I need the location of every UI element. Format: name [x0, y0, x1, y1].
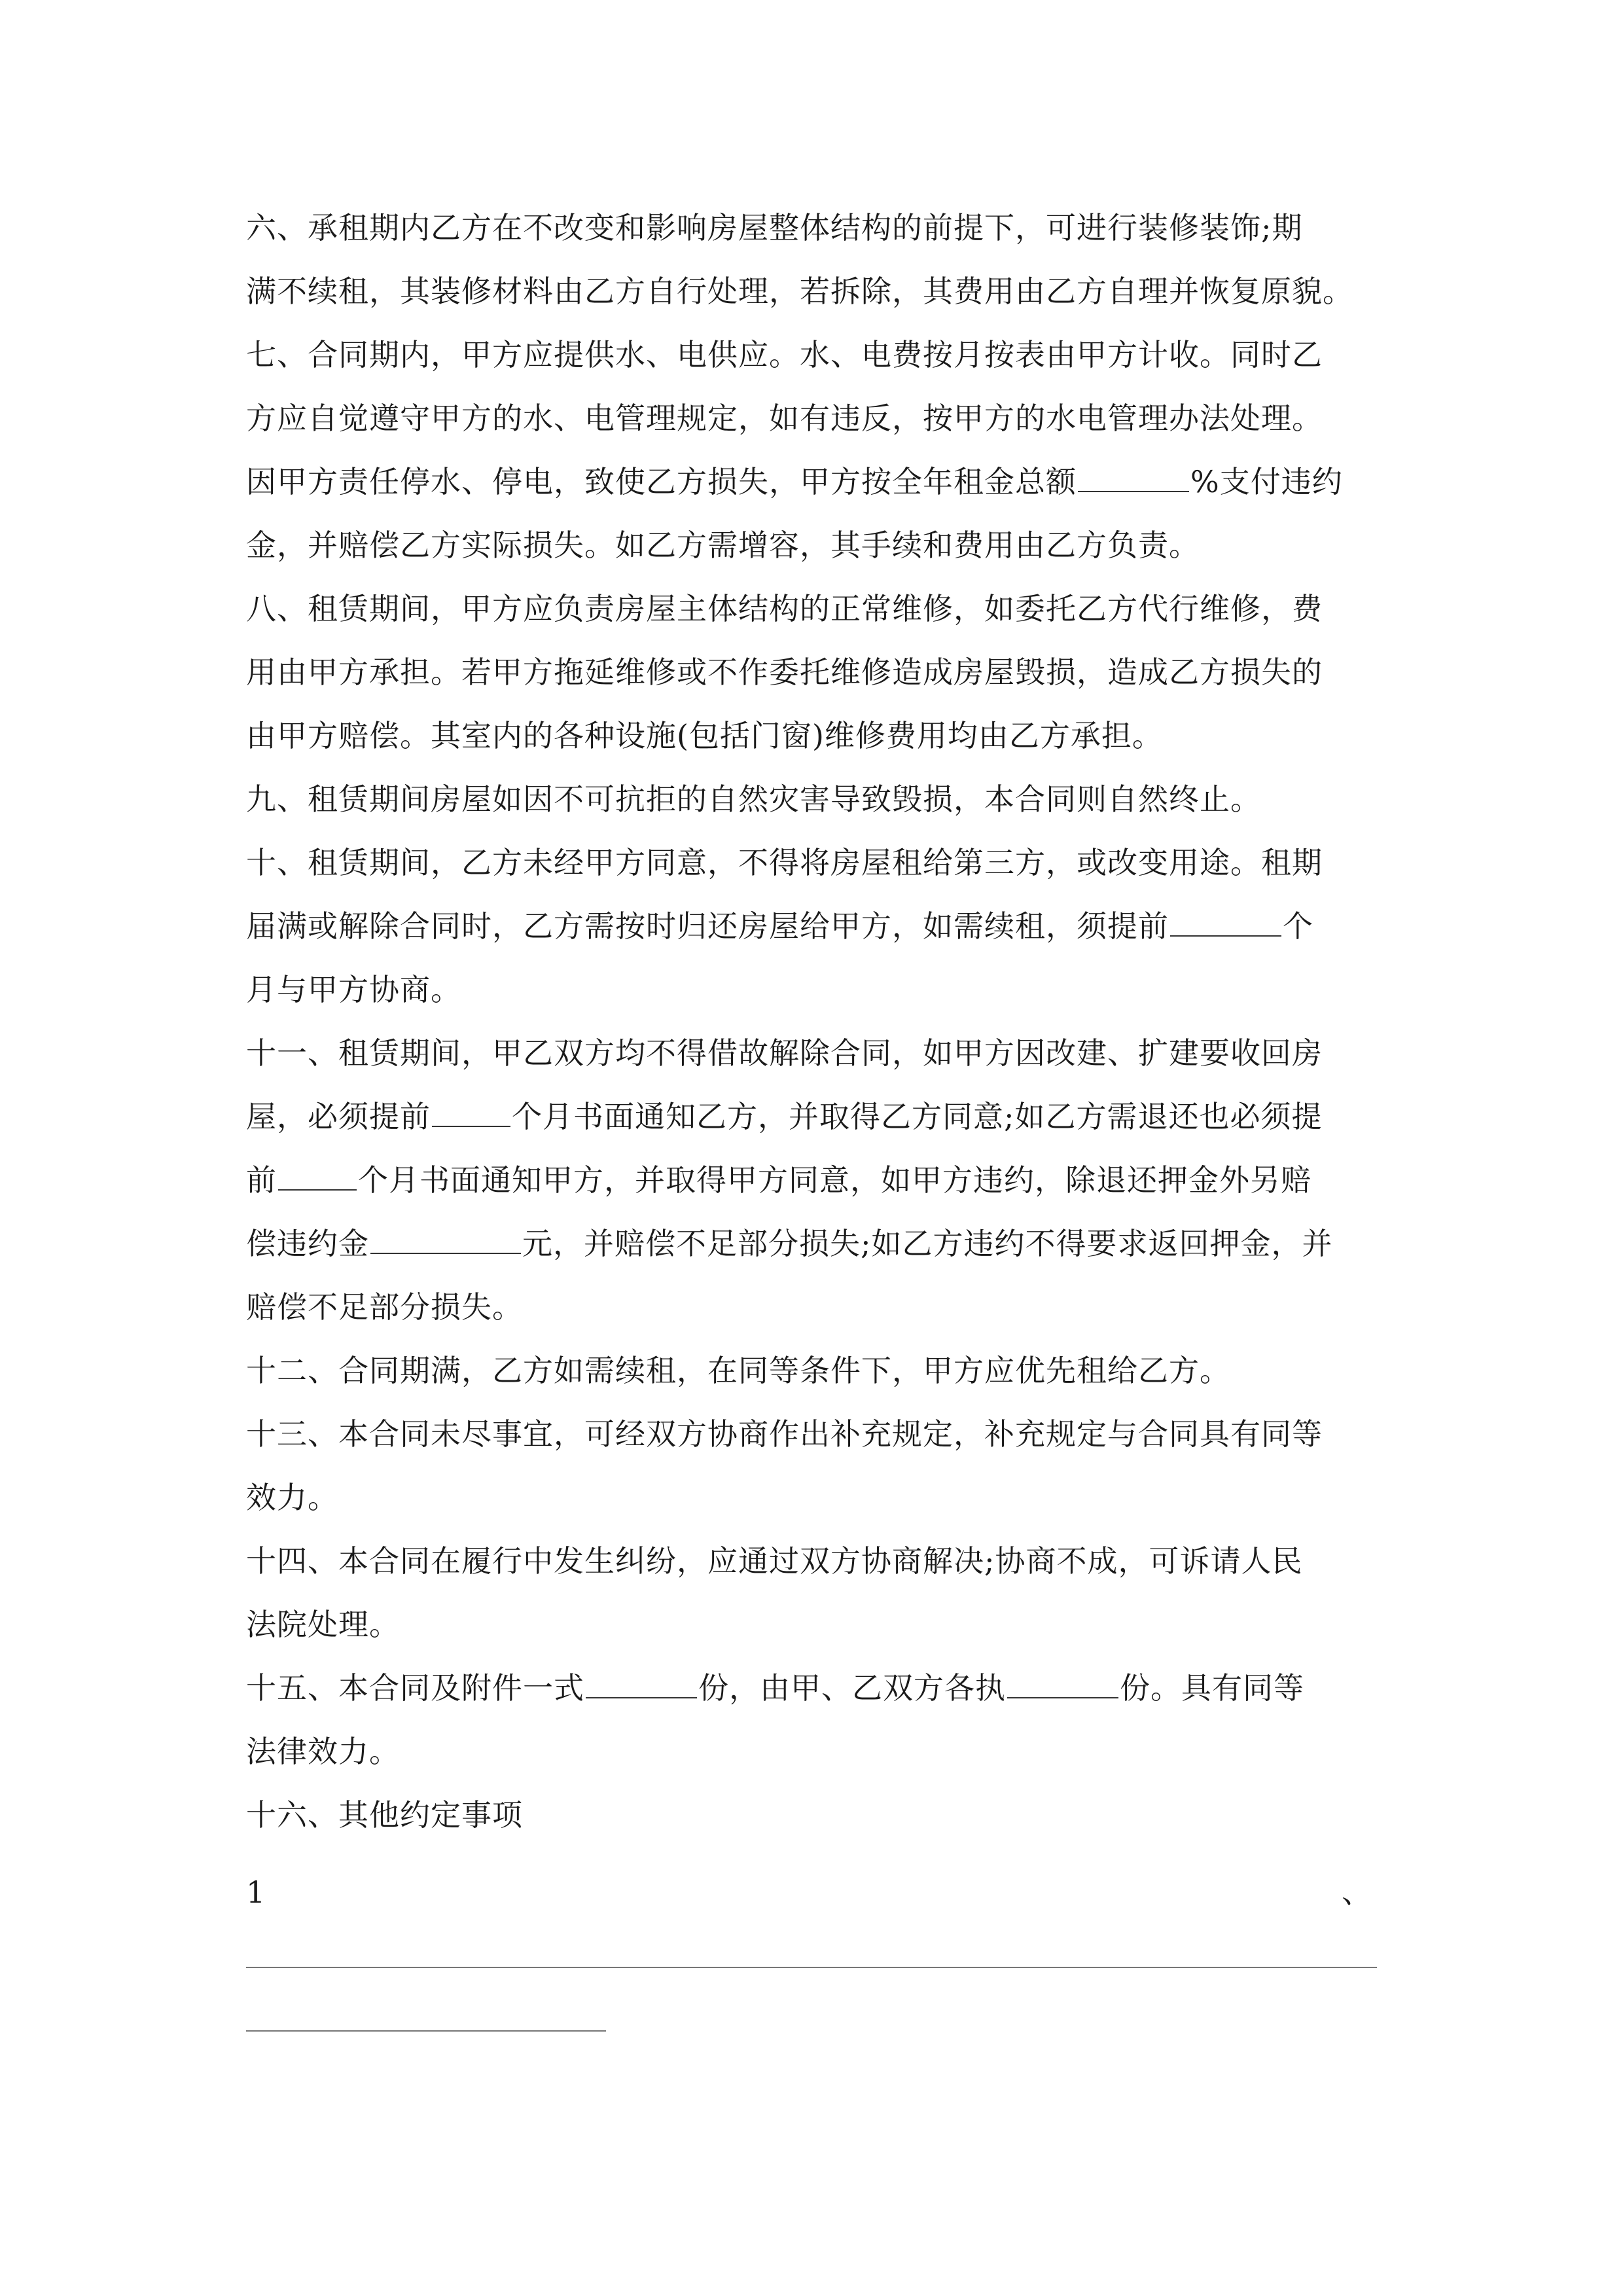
item-mark: 、	[1342, 1874, 1372, 1910]
clause-11-line-2	[246, 1085, 1378, 1149]
clause-8-line-2: 用由甲方承担。若甲方拖延维修或不作委托维修造成房屋毁损，造成乙方损失的	[246, 655, 1323, 690]
other-terms-item-1	[246, 1861, 1378, 1924]
clause-8-line-1: 八、租赁期间，甲方应负责房屋主体结构的正常维修，如委托乙方代行维修，费	[246, 591, 1323, 626]
clause-7-line-3	[246, 450, 1378, 514]
clause-11-text-a: 屋，必须提前	[246, 1099, 431, 1134]
clause-8-line-3: 由甲方赔偿。其室内的各种设施(包括门窗)维修费用均由乙方承担。	[246, 718, 1163, 753]
contract-body	[246, 196, 1378, 1847]
copies-each-blank	[1007, 1663, 1118, 1698]
penalty-percent-blank	[1078, 457, 1189, 492]
clause-10-text-a: 届满或解除合同时，乙方需按时归还房屋给甲方，如需续租，须提前	[246, 908, 1169, 944]
clause-12-line-1: 十二、合同期满，乙方如需续租，在同等条件下，甲方应优先租给乙方。	[246, 1353, 1230, 1388]
penalty-amount-blank	[370, 1219, 521, 1254]
clause-11-line-3	[246, 1149, 1378, 1212]
clause-11-text-d: 个月书面通知甲方，并取得甲方同意，如甲方违约，除退还押金外另赔	[358, 1162, 1311, 1198]
clause-15-text-c: 份。具有同等	[1120, 1670, 1304, 1706]
clause-15-line-1	[246, 1657, 1378, 1720]
clause-10-line-2	[246, 895, 1378, 958]
clause-15-text-b: 份，由甲、乙双方各执	[698, 1670, 1006, 1706]
clause-7-text-b: %支付违约	[1190, 464, 1343, 499]
clause-6-line-1: 六、承租期内乙方在不改变和影响房屋整体结构的前提下，可进行装修装饰;期	[246, 210, 1303, 245]
fill-in-line-short	[246, 2030, 606, 2032]
clause-11-text-f: 元，并赔偿不足部分损失;如乙方违约不得要求返回押金，并	[522, 1226, 1333, 1261]
clause-11-text-e: 偿违约金	[246, 1226, 369, 1261]
clause-11-text-c: 前	[246, 1162, 277, 1198]
clause-9-line-1: 九、租赁期间房屋如因不可抗拒的自然灾害导致毁损，本合同则自然终止。	[246, 781, 1261, 817]
clause-6-line-2: 满不续租，其装修材料由乙方自行处理，若拆除，其费用由乙方自理并恢复原貌。	[246, 274, 1353, 309]
item-number: 1	[246, 1874, 266, 1910]
clause-13-line-2: 效力。	[246, 1480, 338, 1515]
clause-7-line-2: 方应自觉遵守甲方的水、电管理规定，如有违反，按甲方的水电管理办法处理。	[246, 401, 1323, 436]
fill-in-line-long	[246, 1967, 1377, 1968]
clause-14-line-2: 法院处理。	[246, 1607, 400, 1642]
landlord-notice-months-blank	[432, 1092, 510, 1127]
clause-13-line-1: 十三、本合同未尽事宜，可经双方协商作出补充规定，补充规定与合同具有同等	[246, 1416, 1323, 1452]
clause-10-text-b: 个	[1283, 908, 1313, 944]
clause-7-text-a: 因甲方责任停水、停电，致使乙方损失，甲方按全年租金总额	[246, 464, 1077, 499]
clause-16-heading: 十六、其他约定事项	[246, 1797, 523, 1833]
clause-7-line-4: 金，并赔偿乙方实际损失。如乙方需增容，其手续和费用由乙方负责。	[246, 528, 1200, 563]
clause-11-line-1: 十一、租赁期间，甲乙双方均不得借故解除合同，如甲方因改建、扩建要收回房	[246, 1035, 1323, 1071]
clause-11-text-b: 个月书面通知乙方，并取得乙方同意;如乙方需退还也必须提	[512, 1099, 1323, 1134]
clause-15-text-a: 十五、本合同及附件一式	[246, 1670, 584, 1706]
tenant-notice-months-blank	[278, 1155, 357, 1191]
renewal-months-blank	[1170, 901, 1281, 937]
clause-10-line-1: 十、租赁期间，乙方未经甲方同意，不得将房屋租给第三方，或改变用途。租期	[246, 845, 1323, 880]
clause-11-line-4	[246, 1212, 1378, 1276]
copies-total-blank	[586, 1663, 697, 1698]
clause-7-line-1: 七、合同期内，甲方应提供水、电供应。水、电费按月按表由甲方计收。同时乙	[246, 337, 1323, 372]
clause-15-line-2: 法律效力。	[246, 1734, 400, 1769]
clause-11-line-5: 赔偿不足部分损失。	[246, 1289, 523, 1325]
clause-14-line-1: 十四、本合同在履行中发生纠纷，应通过双方协商解决;协商不成，可诉请人民	[246, 1543, 1303, 1579]
clause-10-line-3: 月与甲方协商。	[246, 972, 461, 1007]
